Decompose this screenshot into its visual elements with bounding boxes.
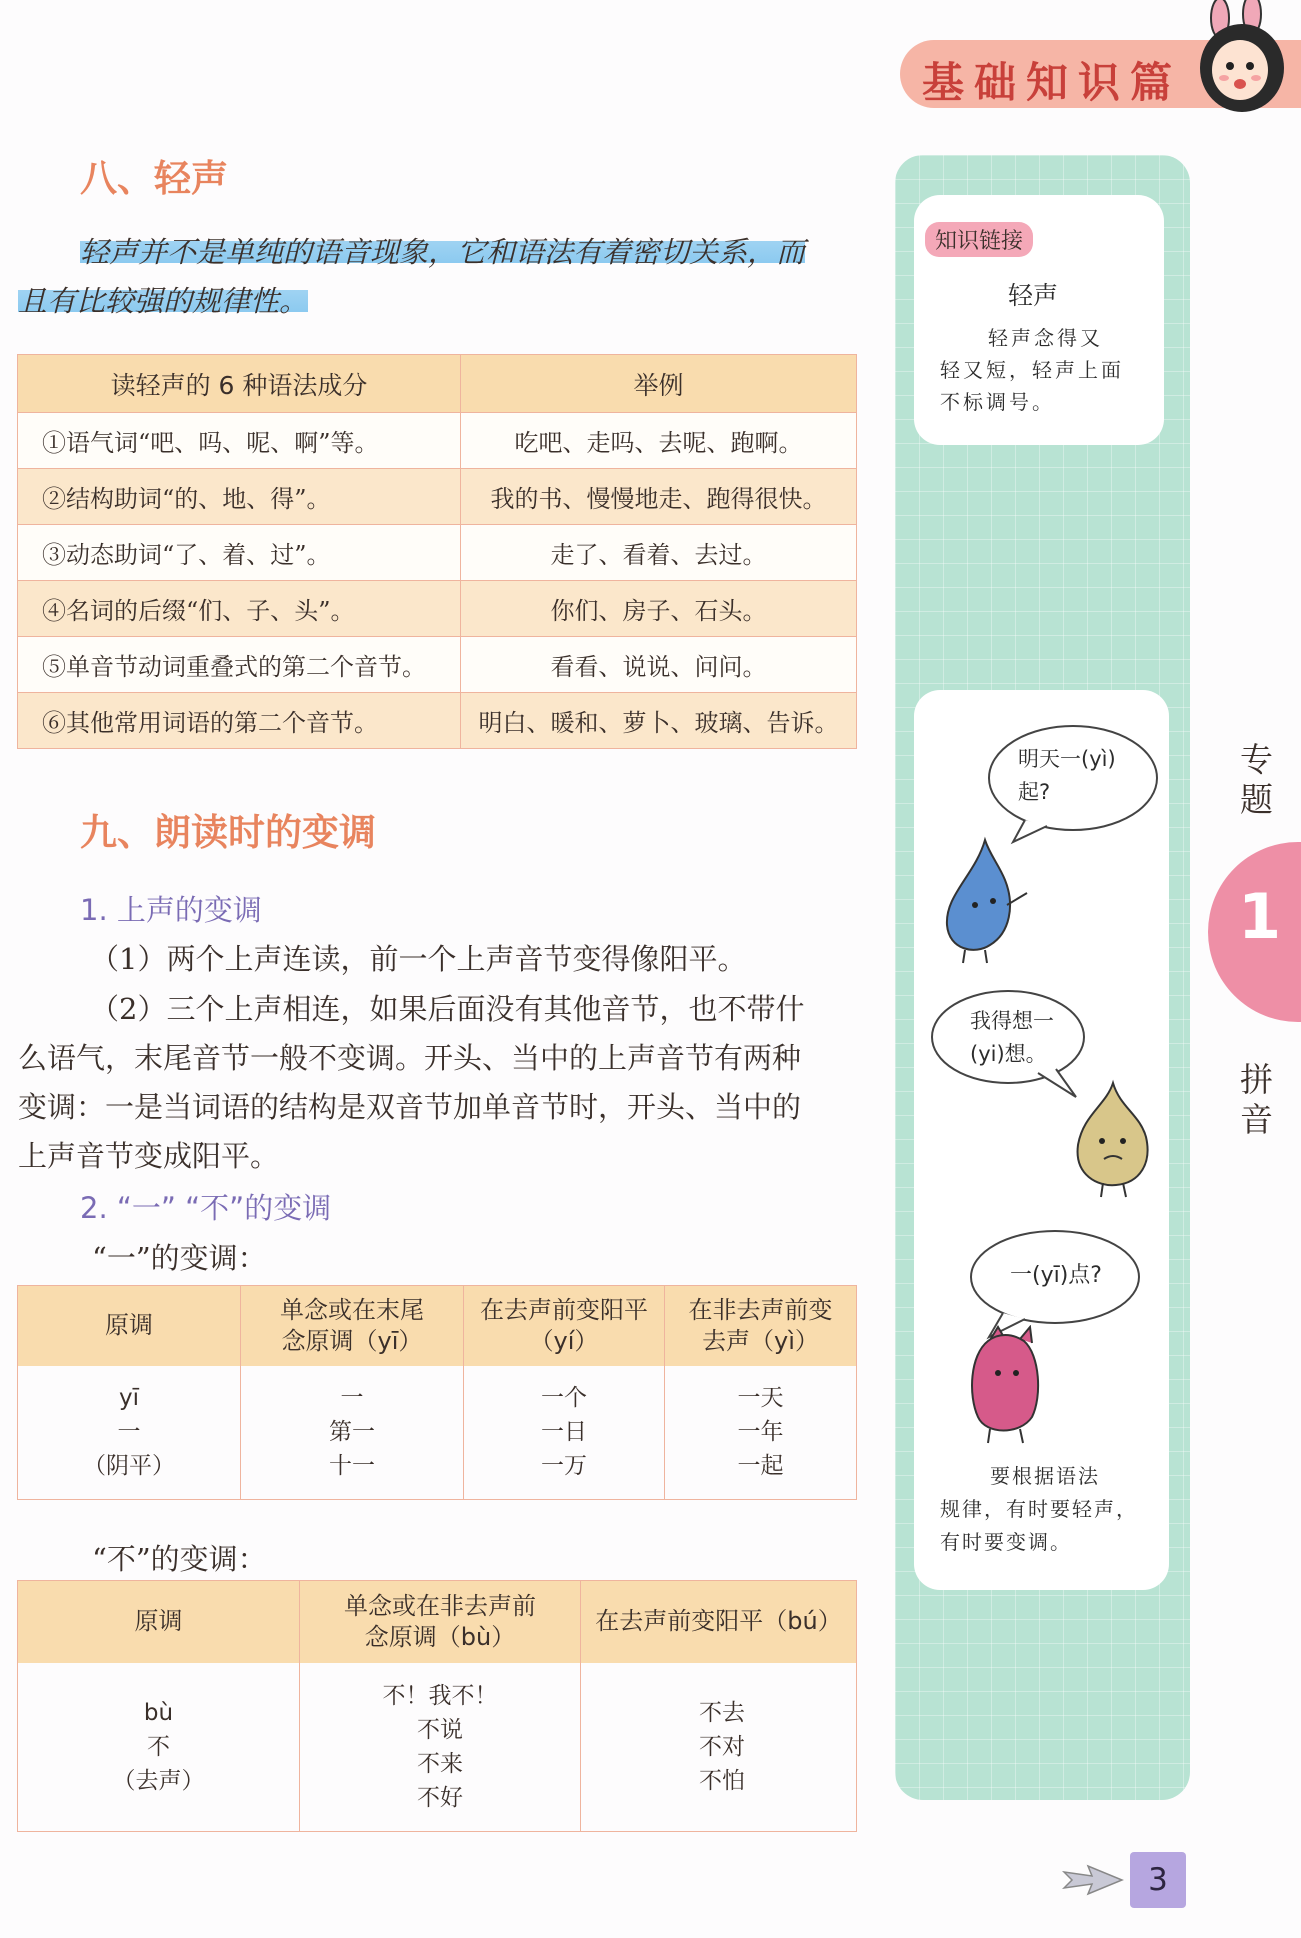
- table-cell: 你们、房子、石头。: [461, 581, 857, 637]
- table-cell: 走了、看着、去过。: [461, 525, 857, 581]
- cell-line: 一: [117, 1419, 141, 1446]
- table-cell: [581, 1663, 857, 1832]
- section8-intro-line2: 且有比较强的规律性。: [18, 284, 309, 318]
- table-cell: [300, 1663, 581, 1832]
- cell-line: 不去: [699, 1699, 745, 1726]
- tab-char: 专: [1240, 740, 1273, 779]
- bubble-line: 我得想一: [970, 1009, 1054, 1033]
- table-row: [18, 637, 857, 693]
- table-cell: 我的书、慢慢地走、跑得很快。: [461, 469, 857, 525]
- page-number: 3: [1130, 1852, 1186, 1908]
- bubble-line: (yi)想。: [970, 1042, 1047, 1066]
- note-line: 轻又短，轻声上面: [940, 358, 1124, 382]
- cell-line: 不: [147, 1733, 170, 1760]
- table-cell: 吃吧、走吗、去呢、跑啊。: [461, 413, 857, 469]
- cell-line: 不来: [417, 1750, 463, 1777]
- pink-devil-character-icon: [950, 1325, 1060, 1445]
- summary-line: 要根据语法: [990, 1464, 1100, 1488]
- section9-heading: 九、朗读时的变调: [80, 811, 376, 854]
- note-line: 轻声念得又: [988, 326, 1103, 350]
- bu-label: “不”的变调：: [92, 1542, 267, 1576]
- knowledge-link-title: 轻声: [1008, 281, 1059, 310]
- arrow-icon: [1062, 1862, 1124, 1898]
- table-cell: ④名词的后缀“们、子、头”。: [18, 581, 461, 637]
- table-cell: [241, 1366, 464, 1500]
- cell-line: 一年: [737, 1419, 784, 1446]
- table-row: [18, 693, 857, 749]
- table-header: 单念或在末尾 念原调（yī）: [241, 1286, 464, 1366]
- sub1-title: 1. 上声的变调: [80, 893, 262, 927]
- tab-char: 拼: [1240, 1060, 1273, 1099]
- sub1-paragraph1: （1）两个上声连读，前一个上声音节变得像阳平。: [90, 942, 747, 976]
- table-row: [18, 413, 857, 469]
- section8-intro-line2-wrap: [18, 277, 308, 326]
- table-row: [18, 469, 857, 525]
- table-cell: ①语气词“吧、吗、呢、啊”等。: [18, 413, 461, 469]
- table-row: [18, 581, 857, 637]
- table-row: [18, 525, 857, 581]
- note-line: 不标调号。: [940, 390, 1055, 414]
- cell-line: 不好: [417, 1784, 463, 1811]
- sub1-p2-line: （2）三个上声相连，如果后面没有其他音节，也不带什: [90, 992, 805, 1026]
- table-header: 举例: [461, 355, 857, 413]
- chapter-tab-label-top: [1240, 740, 1280, 820]
- section-header-title: 基础知识篇: [922, 58, 1183, 107]
- table-cell: ③动态助词“了、着、过”。: [18, 525, 461, 581]
- bubble3-text: 一(yī)点?: [1010, 1263, 1102, 1288]
- table-header: 读轻声的 6 种语法成分: [18, 355, 461, 413]
- bubble-line: 明天一(yì): [1018, 747, 1116, 771]
- table-cell: ⑤单音节动词重叠式的第二个音节。: [18, 637, 461, 693]
- summary-line: 有时要变调。: [940, 1530, 1072, 1554]
- cell-line: （去声）: [112, 1767, 205, 1794]
- cell-line: 一天: [737, 1385, 784, 1412]
- bubble1-text: [1018, 743, 1116, 809]
- table-cell: [18, 1366, 241, 1500]
- sub2-title: 2. “一” “不”的变调: [80, 1191, 332, 1225]
- summary-line: 规律，有时要轻声，: [940, 1497, 1138, 1521]
- table-row: [18, 1366, 857, 1500]
- cell-line: 一万: [541, 1453, 587, 1480]
- cell-line: 十一: [329, 1453, 375, 1480]
- section8-intro: [80, 228, 860, 277]
- table-cell: ②结构助词“的、地、得”。: [18, 469, 461, 525]
- cell-line: 一日: [541, 1419, 587, 1446]
- yi-label: “一”的变调：: [92, 1241, 267, 1275]
- table-header: 原调: [18, 1581, 300, 1663]
- table-cell: [665, 1366, 857, 1500]
- tab-char: 题: [1240, 780, 1273, 819]
- cell-line: 不对: [699, 1733, 745, 1760]
- table-header: 在去声前变阳平 （yí）: [464, 1286, 665, 1366]
- table-cell: ⑥其他常用词语的第二个音节。: [18, 693, 461, 749]
- sidebar-summary: [940, 1460, 1155, 1559]
- cell-line: yī: [118, 1385, 139, 1412]
- table-header: 单念或在非去声前 念原调（bù）: [300, 1581, 581, 1663]
- cell-line: 一起: [737, 1453, 784, 1480]
- cell-line: （阴平）: [83, 1453, 175, 1480]
- girl-mascot-icon: [1190, 0, 1300, 115]
- neutral-tone-table: [17, 354, 857, 749]
- cell-line: 不！我不！: [382, 1682, 498, 1709]
- cell-line: 第一: [329, 1419, 375, 1446]
- sub1-p2-line: 变调：一是当词语的结构是双音节加单音节时，开头、当中的: [18, 1090, 802, 1124]
- bubble2-text: [970, 1005, 1054, 1071]
- table-header: 原调: [18, 1286, 241, 1366]
- bu-tone-table: [17, 1580, 857, 1832]
- blue-drop-character-icon: [935, 835, 1035, 965]
- table-row: [18, 1663, 857, 1832]
- table-header: 在去声前变阳平（bú）: [581, 1581, 857, 1663]
- cell-line: 一: [340, 1385, 364, 1412]
- sub1-p2-line: 么语气，末尾音节一般不变调。开头、当中的上声音节有两种: [18, 1041, 802, 1075]
- section8-intro-line1: 轻声并不是单纯的语音现象，它和语法有着密切关系，而: [80, 235, 806, 269]
- section8-heading: 八、轻声: [80, 157, 228, 200]
- chapter-number: 1: [1238, 880, 1282, 953]
- table-cell: 明白、暖和、萝卜、玻璃、告诉。: [461, 693, 857, 749]
- sub1-p2-line: 上声音节变成阳平。: [18, 1139, 280, 1173]
- cell-line: bù: [143, 1699, 174, 1726]
- table-cell: [18, 1663, 300, 1832]
- chapter-tab-label-bottom: [1240, 1060, 1280, 1140]
- cell-line: 不怕: [699, 1767, 745, 1794]
- yellow-pear-character-icon: [1068, 1075, 1158, 1200]
- cell-line: 一个: [541, 1385, 587, 1412]
- table-cell: [464, 1366, 665, 1500]
- cell-line: 不说: [417, 1716, 463, 1743]
- bubble-line: 起?: [1018, 780, 1051, 804]
- tab-char: 音: [1240, 1100, 1273, 1139]
- table-cell: 看看、说说、问问。: [461, 637, 857, 693]
- yi-tone-table: [17, 1285, 857, 1500]
- sub1-paragraph2: [18, 985, 858, 1181]
- table-header: 在非去声前变 去声（yì）: [665, 1286, 857, 1366]
- knowledge-link-note: [940, 322, 1145, 418]
- knowledge-link-tag: 知识链接: [925, 222, 1033, 257]
